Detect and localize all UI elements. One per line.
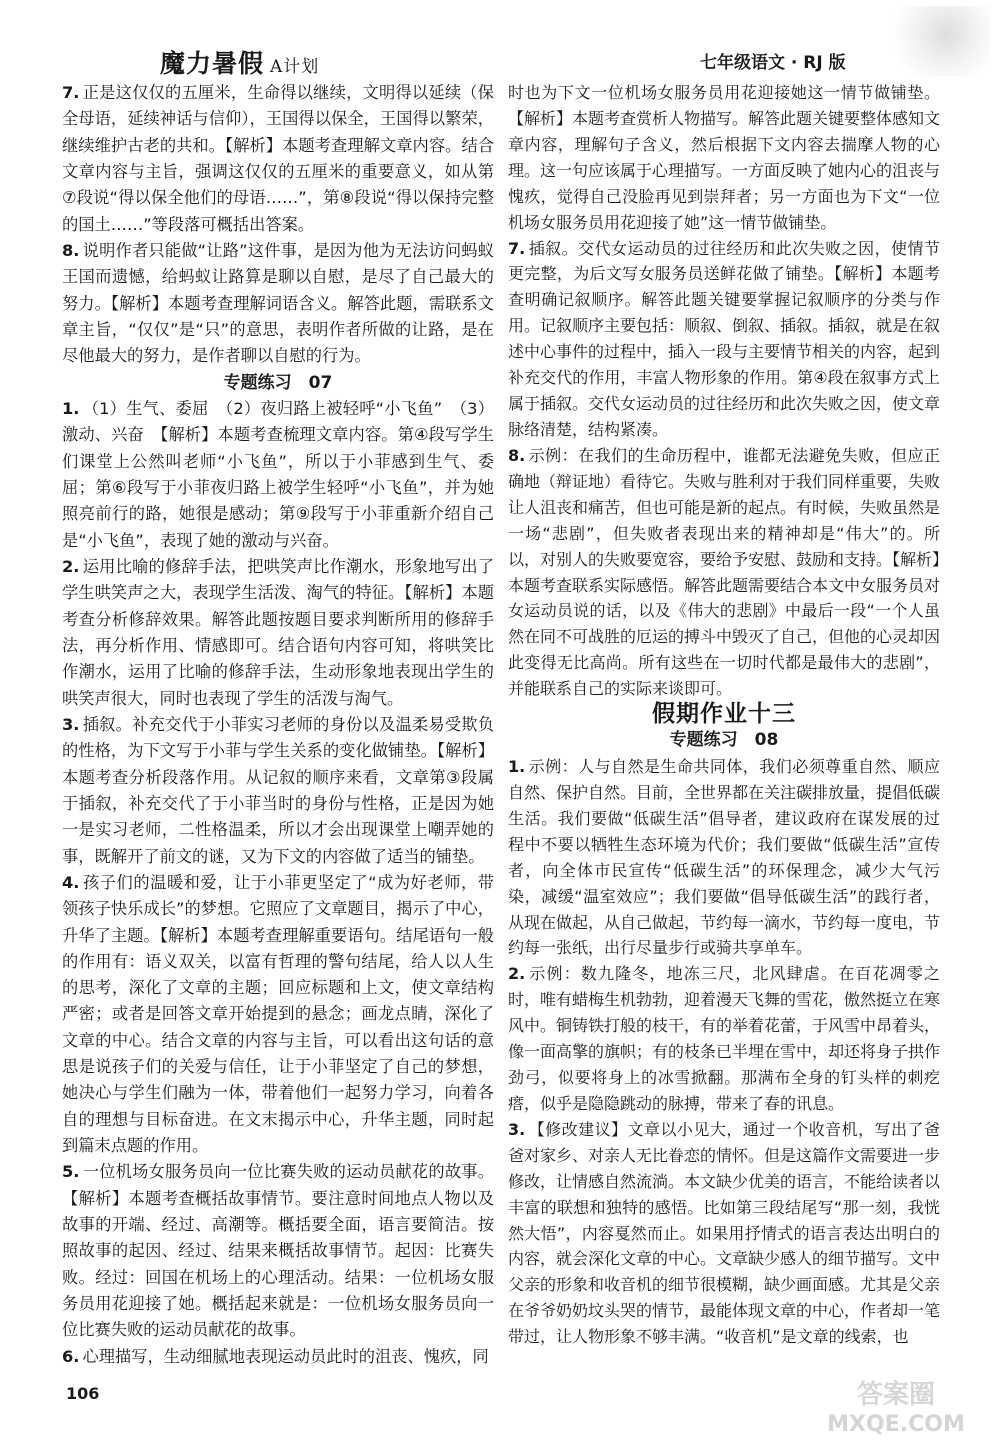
- answer-item: [508, 961, 940, 1117]
- page-number: 106: [66, 1384, 100, 1403]
- answer-item: [62, 554, 494, 712]
- answer-number: 3.: [62, 714, 80, 734]
- answer-number: 8.: [62, 240, 80, 260]
- answer-number: 6.: [62, 1346, 80, 1366]
- section-heading: 专题练习 08: [669, 730, 779, 751]
- answer-number: 3.: [508, 1119, 526, 1139]
- answer-item: [62, 712, 494, 870]
- answer-text: 正是这仅仅的五厘米，生命得以继续，文明得以延续（保全母语，延续神话与信仰），王国得以保全，王国得以繁荣，继续维护古老的共和。【解析】本题考查理解文章内容。结合文章内容与主旨，强调这仅仅的五厘米的重要意义，如从第⑦段说“得以保全他们的母语……”，第⑧段说“得以保持完整的国土……”等段落可概括出答案。: [62, 83, 494, 234]
- answer-text: 心理描写，生动细腻地表现运动员此时的沮丧、愧疚，同: [82, 1346, 489, 1366]
- watermark-logo: [806, 1380, 986, 1446]
- answer-item: [508, 443, 940, 702]
- answer-text: 示例：在我们的生命历程中，谁都无法避免失败，但应正确地（辩证地）看待它。失败与胜利对于我们同样重要，失败让人沮丧和痛苦，但也可能是新的起点。有时候，失败虽然是一场“悲剧”，但失败者表现出来的精神却是“伟大”的。所以，对别人的失败要宽容，要给予安慰、鼓励和支持。【解析】本题考查联系实际感悟。解答此题需要结合本文中女服务员对女运动员说的话，以及《伟大的悲剧》中最后一段“一个人虽然在同不可战胜的厄运的搏斗中毁灭了自己，但他的心灵却因此变得无比高尚。所有这些在一切时代都是最伟大的悲剧”，并能联系自己的实际来谈即可。: [508, 445, 941, 699]
- answer-text: 插叙。补充交代于小菲实习老师的身份以及温柔易受欺负的性格，为下文写于小菲与学生关系的变化做铺垫。【解析】本题考查分析段落作用。从记叙的顺序来看，文章第③段属于插叙，补充交代了于小菲当时的身份与性格，正是因为她一是实习老师，二性格温柔，所以才会出现课堂上嘲弄她的事，既解开了前文的谜，又为下文的内容做了适当的铺垫。: [62, 714, 494, 866]
- answer-text: 说明作者只能做“让路”这件事，是因为他为无法访问蚂蚁王国而遗憾，给蚂蚁让路算是聊以自慰，是尽了自己最大的努力。【解析】本题考查理解词语含义。解答此题，需联系文章主旨，“仅仅”是“只”的意思，表明作者所做的让路，是在尽他最大的努力，是作者聊以自慰的行为。: [62, 240, 494, 366]
- answer-item: [508, 236, 940, 443]
- answer-item: [62, 870, 494, 1160]
- book-logo: [160, 44, 319, 80]
- answer-item: [62, 1159, 494, 1343]
- watermark-url: MXQE.COM: [827, 1412, 965, 1437]
- answer-text: 【修改建议】文章以小见大，通过一个收音机，写出了爸爸对家乡、对亲人无比眷恋的情怀。但是这篇作文需要进一步修改，让情感自然流淌。本文缺少优美的语言，不能给读者以丰富的联想和独特的感悟。比如第三段结尾写“那一刻，我恍然大悟”，内容戛然而止。如果用抒情式的语言表达出明白的内容，就会深化文章的中心。文章缺少感人的细节描写。文中父亲的形象和收音机的细节很模糊，缺少画面感。尤其是父亲在爷爷奶奶坟头哭的情节，最能体现文章的中心，作者却一笔带过，让人物形象不够丰满。“收音机”是文章的线索，也: [508, 1119, 941, 1347]
- answer-number: 1.: [508, 756, 526, 776]
- answer-number: 1.: [62, 398, 80, 418]
- watermark-text: 答案圈: [856, 1380, 935, 1410]
- answer-text: 示例：人与自然是生命共同体，我们必须尊重自然、顺应自然、保护自然。目前，全世界都在关注碳排放量，提倡低碳生活。我们要做“低碳生活”倡导者，建议政府在谋发展的过程中不要以牺牲生态环境为代价；我们要做“低碳生活”宣传者，向全体市民宣传“低碳生活”的环保理念，减少大气污染，减缓“温室效应”；我们要做“倡导低碳生活”的践行者，从现在做起，从自己做起，节约每一滴水，节约每一度电，节约每一张纸，出行尽量步行或骑共享单车。: [508, 756, 941, 958]
- answer-number: 7.: [508, 238, 526, 258]
- right-column: [508, 80, 940, 1350]
- section-heading: 专题练习 07: [223, 372, 333, 393]
- book-subtitle: A计划: [270, 57, 320, 77]
- header-decoration: [880, 6, 990, 76]
- answer-item: [62, 238, 494, 370]
- answer-number: 5.: [62, 1162, 80, 1182]
- answer-text: 运用比喻的修辞手法，把哄笑声比作潮水，形象地写出了学生哄笑声之大，表现学生活泼、淘气的特征。【解析】本题考查分析修辞效果。解答此题按题目要求判断所用的修辞手法，再分析作用、情感即可。结合语句内容可知，将哄笑比作潮水，运用了比喻的修辞手法，生动形象地表现出学生的哄笑声很大，同时也表现了学生的活泼与淘气。: [62, 556, 494, 708]
- answer-text: 时也为下文一位机场女服务员用花迎接她这一情节做铺垫。【解析】本题考查赏析人物描写。解答此题关键要整体感知文章内容，理解句子含义，然后根据下文内容去揣摩人物的心理。这一句应该属于心理描写。一方面反映了她内心的沮丧与愧疚，觉得自己没脸再见到崇拜者；另一方面也为下文“一位机场女服务员用花迎接了她”这一情节做铺垫。: [508, 83, 941, 232]
- answer-number: 4.: [62, 872, 80, 892]
- answer-item: [62, 1344, 494, 1370]
- chapter-title: 假期作业十三: [652, 701, 796, 728]
- answer-number: 8.: [508, 445, 526, 465]
- answer-number: 7.: [62, 83, 80, 102]
- answer-text: 插叙。交代女运动员的过往经历和此次失败之因，使情节更完整，为后文写女服务员送鲜花做了铺垫。【解析】本题考查明确记叙顺序。解答此题关键要掌握记叙顺序的分类与作用。记叙顺序主要包括：顺叙、倒叙、插叙。插叙，就是在叙述中心事件的过程中，插入一段与主要情节相关的内容，起到补充交代的作用，丰富人物形象的作用。第④段在叙事方式上属于插叙。交代女运动员的过往经历和此次失败之因，使文章脉络清楚，结构紧凑。: [508, 238, 941, 439]
- answer-item: [62, 396, 494, 554]
- answer-item: [62, 80, 494, 238]
- answer-number: 2.: [508, 964, 526, 984]
- left-column: [62, 80, 494, 1370]
- answer-text: 示例：数九隆冬，地冻三尺，北风肆虐。在百花凋零之时，唯有蜡梅生机勃勃，迎着漫天飞舞的雪花，傲然挺立在寒风中。铜铸铁打般的枝干，有的举着花蕾，于风雪中昂着头，像一面高擎的旗帜；有的枝条已半埋在雪中，却还将身子拱作劲弓，似要将身上的冰雪掀翻。那满布全身的钉头样的刺疙瘩，似乎是隐隐跳动的脉搏，带来了春的讯息。: [508, 964, 941, 1113]
- grade-label: 七年级语文 · RJ 版: [700, 53, 846, 73]
- answer-item: [508, 80, 940, 236]
- answer-text: 一位机场女服务员向一位比赛失败的运动员献花的故事。【解析】本题考查概括故事情节。要注意时间地点人物以及故事的开端、经过、高潮等。概括要全面，语言要简洁。按照故事的起因、经过、结果来概括故事情节。起因：比赛失败。经过：回国在机场上的心理活动。结果：一位机场女服务员用花迎接了她。概括起来就是：一位机场女服务员向一位比赛失败的运动员献花的故事。: [62, 1162, 494, 1340]
- page-header: [0, 0, 1000, 80]
- answer-text: （1）生气、委屈 （2）夜归路上被轻呼“小飞鱼” （3）激动、兴奋 【解析】本题考查梳理文章内容。第④段写学生们课堂上公然叫老师“小飞鱼”，所以于小菲感到生气、委屈；第⑥段写于小菲夜归路上被学生轻呼“小飞鱼”，并为她照亮前行的路，她很是感动；第⑨段写于小菲重新介绍自己是“小飞鱼”，表现了她的激动与兴奋。: [62, 398, 494, 550]
- answer-number: 2.: [62, 556, 80, 576]
- answer-item: [508, 1117, 940, 1350]
- book-title: 魔力暑假: [160, 49, 265, 78]
- answer-item: [508, 754, 940, 961]
- answer-text: 孩子们的温暖和爱，让于小菲更坚定了“成为好老师，带领孩子快乐成长”的梦想。它照应了文章题目，揭示了中心，升华了主题。【解析】本题考查理解重要语句。结尾语句一般的作用有：语义双关，以富有哲理的警句结尾，给人以人生的思考，深化了文章的主题；回应标题和上文，使文章结构严密；或者是回答文章开始提到的悬念；画龙点睛，深化了文章的中心。结合文章的内容与主旨，可以看出这句话的意思是说孩子们的关爱与信任，让于小菲坚定了自己的梦想，她决心与学生们融为一体，带着他们一起努力学习，向着各自的理想与目标奋进。在文末揭示中心，升华主题，同时起到篇末点题的作用。: [62, 872, 494, 1156]
